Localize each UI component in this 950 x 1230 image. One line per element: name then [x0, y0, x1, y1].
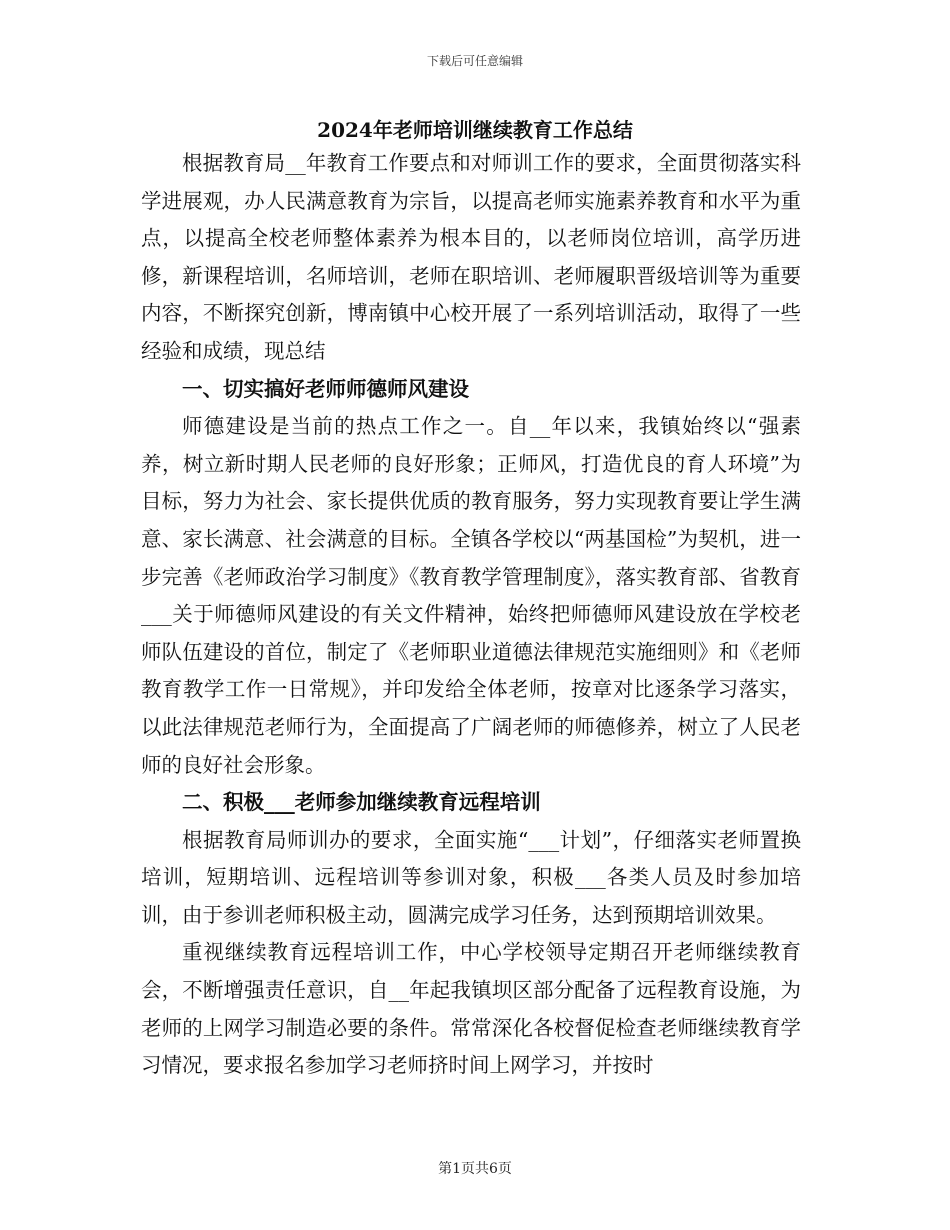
paragraph-remote: 重视继续教育远程培训工作，中心学校领导定期召开老师继续教育会，不断增强责任意识，自__年起我镇坝区部分配备了远程教育设施，为老师的上网学习制造必要的条件。常常深化各校督促检查老师继续教育学习情况，要求报名参加学习老师挤时间上网学习，并按时 [141, 940, 801, 1078]
paragraph-training: 根据教育局师训办的要求，全面实施“___计划”，仔细落实老师置换培训，短期培训、远程培训等参训对象，积极___各类人员及时参加培训，由于参训老师积极主动，圆满完成学习任务，达到预期培训效果。 [141, 827, 801, 927]
document-body [141, 145, 801, 1085]
paragraph-ethics: 师德建设是当前的热点工作之一。自__年以来，我镇始终以“强素养，树立新时期人民老师的良好形象；正师风，打造优良的育人环境”为目标，努力为社会、家长提供优质的教育服务，努力实现教育要让学生满意、家长满意、社会满意的目标。全镇各学校以“两基国检”为契机，进一步完善《老师政治学习制度》《教育教学管理制度》，落实教育部、省教育___关于师德师风建设的有关文件精神，始终把师德师风建设放在学校老师队伍建设的首位，制定了《老师职业道德法律规范实施细则》和《老师教育教学工作一日常规》，并印发给全体老师，按章对比逐条学习落实，以此法律规范老师行为，全面提高了广阔老师的师德修养，树立了人民老师的良好社会形象。 [141, 414, 801, 777]
header-note: 下载后可任意编辑 [426, 54, 523, 68]
page-number-footer: 第1页共6页 [438, 1161, 512, 1177]
section-heading-1: 一、切实搞好老师师德师风建设 [182, 376, 469, 401]
paragraph-intro: 根据教育局__年教育工作要点和对师训工作的要求，全面贯彻落实科学进展观，办人民满意教育为宗旨，以提高老师实施素养教育和水平为重点，以提高全校老师整体素养为根本目的，以老师岗位培训，高学历进修，新课程培训，名师培训，老师在职培训、老师履职晋级培训等为重要内容，不断探究创新，博南镇中心校开展了一系列培训活动，取得了一些经验和成绩，现总结 [141, 151, 801, 363]
document-title: 2024年老师培训继续教育工作总结 [317, 118, 633, 142]
section-heading-2: 二、积极___老师参加继续教育远程培训 [182, 790, 541, 815]
